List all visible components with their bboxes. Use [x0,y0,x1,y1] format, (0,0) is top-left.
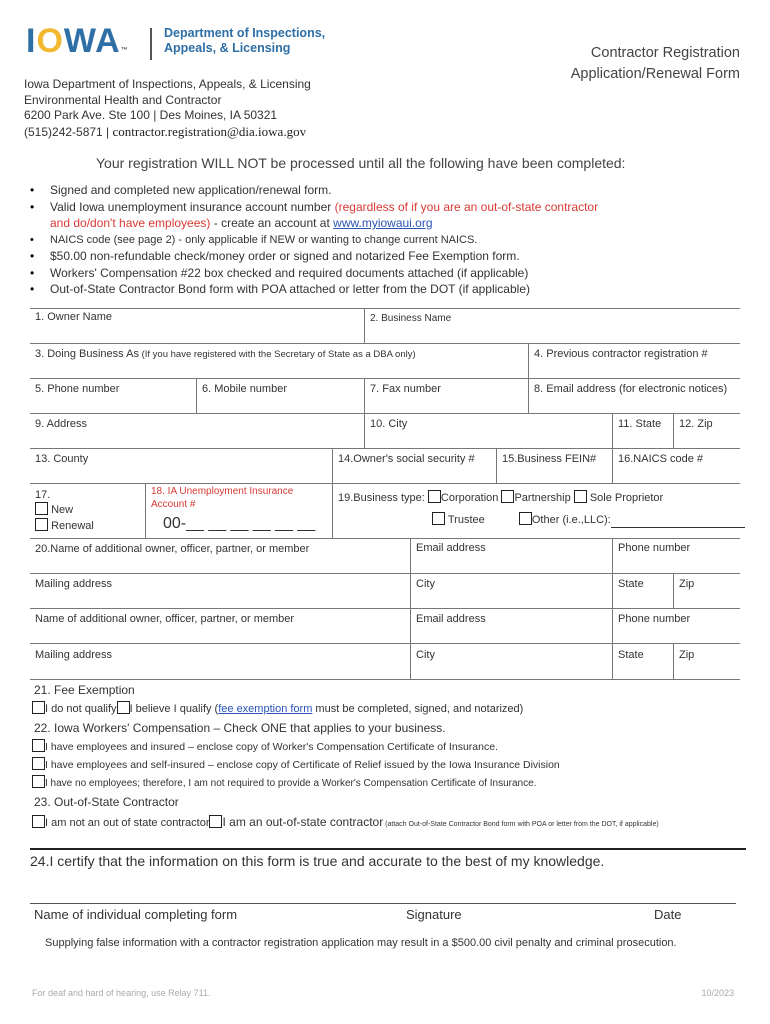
ssn-field[interactable] [332,449,496,483]
field-label: 14.Owner's social security # [338,453,475,465]
list-item [30,265,610,282]
field-label: City [416,578,435,590]
printed-name-label: Name of individual completing form [34,907,238,922]
field-label: State [618,578,644,590]
fee-exemption-title: 21. Fee Exemption [34,683,135,697]
city-field[interactable] [364,414,612,448]
option-label: I have employees and insured – enclose copy of Worker's Compensation Certificate of Insurance. [45,741,498,753]
renewal-checkbox[interactable] [35,518,48,531]
checklist-text: $50.00 non-refundable check/money order or signed and notarized Fee Exemption form. [50,249,520,263]
iowa-logo [26,22,129,61]
form-row [30,413,740,448]
mobile-field[interactable] [196,379,364,413]
county-field[interactable] [30,449,332,483]
fee-exemption-options [32,701,523,718]
requirements-checklist [30,182,610,298]
field-label: 2. Business Name [370,313,452,324]
agency-phone: (515)242-5871 | [24,124,113,139]
logo-divider [150,28,152,60]
form-row [30,448,740,483]
field-label: 3. Doing Business As [35,348,139,360]
signature-label: Signature [406,907,462,922]
form-row [30,573,740,608]
option-label: I am an out-of-state contractor [222,815,384,829]
checklist-red-note: (regardless of if you are an out-of-state contractor and do/don't have employees) [50,199,599,230]
other-type-input[interactable] [611,513,745,528]
mailing-zip-2-field[interactable] [673,644,740,679]
option-label: I have employees and self-insured – enclose copy of Certificate of Relief issued by the Iowa Insurance Division [45,759,560,771]
additional-owner-2-phone-field[interactable] [612,609,740,643]
mailing-state-2-field[interactable] [612,644,673,679]
option-label: New [51,504,74,516]
out-of-state-options [32,814,659,833]
list-item [30,182,610,199]
unemployment-account-field[interactable] [145,484,332,538]
not-qualify-checkbox[interactable] [32,701,45,714]
address-line-1: Iowa Department of Inspections, Appeals, & Licensing [24,77,311,91]
previous-registration-field[interactable] [528,344,740,378]
insured-checkbox[interactable] [32,739,45,752]
fee-exemption-form-link[interactable]: fee exemption form [218,703,313,715]
form-row [30,538,740,573]
field-label: 9. Address [35,418,87,430]
field-label: 12. Zip [679,418,713,430]
additional-owner-name-field[interactable] [30,539,410,573]
mailing-zip-field[interactable] [673,574,740,608]
workers-comp-option-2 [32,757,560,774]
checklist-text: Signed and completed new application/renewal form. [50,183,332,197]
form-title-line-2: Application/Renewal Form [570,66,740,82]
new-option[interactable] [35,502,140,517]
state-field[interactable] [612,414,673,448]
owner-name-field[interactable] [30,309,364,343]
additional-owner-email-field[interactable] [410,539,612,573]
field-label: 8. Email address (for electronic notices) [534,383,728,395]
option-label: Other (i.e.,LLC): [531,514,611,526]
trustee-checkbox[interactable] [432,512,445,525]
processing-notice: Your registration WILL NOT be processed until all the following have been completed: [96,155,626,171]
additional-owner-phone-field[interactable] [612,539,740,573]
list-item [30,281,610,298]
additional-owner-2-email-field[interactable] [410,609,612,643]
out-of-state-title: 23. Out-of-State Contractor [34,795,179,809]
myiowaui-link[interactable]: www.myiowaui.org [333,216,433,230]
form-row [30,608,740,643]
registration-type-field [30,484,145,538]
form-title-line-1: Contractor Registration [590,45,740,61]
partnership-checkbox[interactable] [501,490,514,503]
address-line-2: Environmental Health and Contractor [24,92,222,107]
registration-form-grid [30,308,740,680]
field-label: Phone number [618,542,691,554]
trademark: ™ [120,47,129,54]
field-label: Mailing address [35,649,113,661]
field-label: Email address [416,613,486,625]
field-label: 11. State [618,418,662,430]
option-label: Trustee [447,514,485,526]
form-title [571,43,740,85]
not-out-of-state-checkbox[interactable] [32,815,45,828]
field-label: 17. [35,489,51,501]
mailing-state-field[interactable] [612,574,673,608]
address-field[interactable] [30,414,364,448]
business-name-field[interactable] [364,309,740,343]
field-note: (If you have registered with the Secretary of State as a DBA only) [138,349,416,360]
sole-proprietor-checkbox[interactable] [574,490,587,503]
naics-field[interactable] [612,449,740,483]
option-label: Partnership [514,492,571,504]
field-label: 13. County [35,453,89,465]
field-label: 10. City [370,418,408,430]
option-label: Corporation [440,492,499,504]
field-label: Zip [679,578,695,590]
field-label: 4. Previous contractor registration # [534,348,708,360]
option-label: I do not qualify [45,703,117,715]
zip-field[interactable] [673,414,740,448]
fein-field[interactable] [496,449,612,483]
form-row [30,308,740,343]
mailing-address-field[interactable] [30,574,410,608]
field-label: 1. Owner Name [35,311,113,323]
field-label: 6. Mobile number [202,383,287,395]
form-row [30,378,740,413]
field-label: Name of additional owner, officer, partner, or member [35,613,295,625]
field-label: City [416,649,435,661]
dba-field[interactable] [30,344,528,378]
mailing-address-2-field[interactable] [30,644,410,679]
believe-qualify-checkbox[interactable] [117,701,130,714]
option-note: (attach Out-of-State Contractor Bond form with POA or letter from the DOT, if applicable) [383,821,659,828]
field-label: 7. Fax number [370,383,441,395]
option-label: I have no employees; therefore, I am not required to provide a Worker's Compensation Certificate of Insurance. [45,778,537,789]
mailing-city-2-field[interactable] [410,644,612,679]
relay-note: For deaf and hard of hearing, use Relay 711. [32,988,211,998]
field-label: 15.Business FEIN# [502,453,597,465]
out-of-state-checkbox[interactable] [209,815,222,828]
field-label: State [618,649,644,661]
agency-email[interactable]: contractor.registration@dia.iowa.gov [112,123,307,139]
field-label: Mailing address [35,578,113,590]
signature-line[interactable] [30,903,736,904]
mailing-city-field[interactable] [410,574,612,608]
contact-line [24,124,311,141]
workers-comp-option-1 [32,739,498,756]
form-row [30,343,740,378]
field-label: 16.NAICS code # [618,453,703,465]
business-type-row-1 [338,490,735,505]
address-line-3: 6200 Park Ave. Ste 100 | Des Moines, IA 50321 [24,108,278,122]
option-label: Sole Proprietor [589,492,664,504]
iowa-wordmark: IOWA [26,22,121,60]
checklist-text: Out-of-State Contractor Bond form with POA attached or letter from the DOT (if applicable) [50,282,530,296]
field-label: 20.Name of additional owner, officer, partner, or member [35,543,310,555]
option-label: Renewal [51,520,94,532]
penalty-warning: Supplying false information with a contractor registration application may result in a $500.00 civil penalty and criminal prosecution. [45,937,677,949]
field-label: Phone number [618,613,691,625]
checklist-text: Valid Iowa unemployment insurance account number [50,199,335,214]
business-type-row-2 [432,512,735,528]
additional-owner-2-name-field[interactable] [30,609,410,643]
form-row [30,643,740,680]
checklist-text: NAICS code (see page 2) - only applicable if NEW or wanting to change current NAICS. [50,233,478,246]
department-line-2: Appeals, & Licensing [164,41,291,55]
workers-comp-title: 22. Iowa Workers' Compensation – Check ONE that applies to your business. [34,721,446,735]
option-label: must be completed, signed, and notarized) [312,703,524,715]
certification-divider [30,848,746,850]
checklist-text: Workers' Compensation #22 box checked and required documents attached (if applicable) [50,265,529,280]
form-row [30,483,740,538]
business-type-field [332,484,740,538]
field-label: 19.Business type: [338,492,425,504]
email-field[interactable] [528,379,740,413]
option-label: I am not an out of state contractor [45,817,210,829]
field-label: Zip [679,649,695,661]
list-item [30,199,610,232]
department-name [164,26,325,56]
fax-field[interactable] [364,379,528,413]
workers-comp-option-3 [32,775,536,792]
phone-field[interactable] [30,379,196,413]
list-item [30,232,610,249]
field-label: Email address [416,542,486,554]
new-checkbox[interactable] [35,502,48,515]
self-insured-checkbox[interactable] [32,757,45,770]
option-label: I believe I qualify ( [129,703,219,715]
checklist-text: - create an account at [210,216,334,230]
agency-address [24,77,311,140]
list-item [30,248,610,265]
department-line-1: Department of Inspections, [164,26,326,40]
other-checkbox[interactable] [519,512,532,525]
account-prefix: 00-__ __ __ __ __ __ [163,515,316,532]
field-label: 18. IA Unemployment Insurance Account # [151,486,294,510]
revision-date: 10/2023 [701,988,734,998]
date-label: Date [654,907,682,922]
no-employees-checkbox[interactable] [32,775,45,788]
field-label: 5. Phone number [35,383,120,395]
corporation-checkbox[interactable] [428,490,441,503]
certification-statement: 24.I certify that the information on this form is true and accurate to the best of my knowledge. [30,853,605,869]
renewal-option[interactable] [35,518,140,533]
